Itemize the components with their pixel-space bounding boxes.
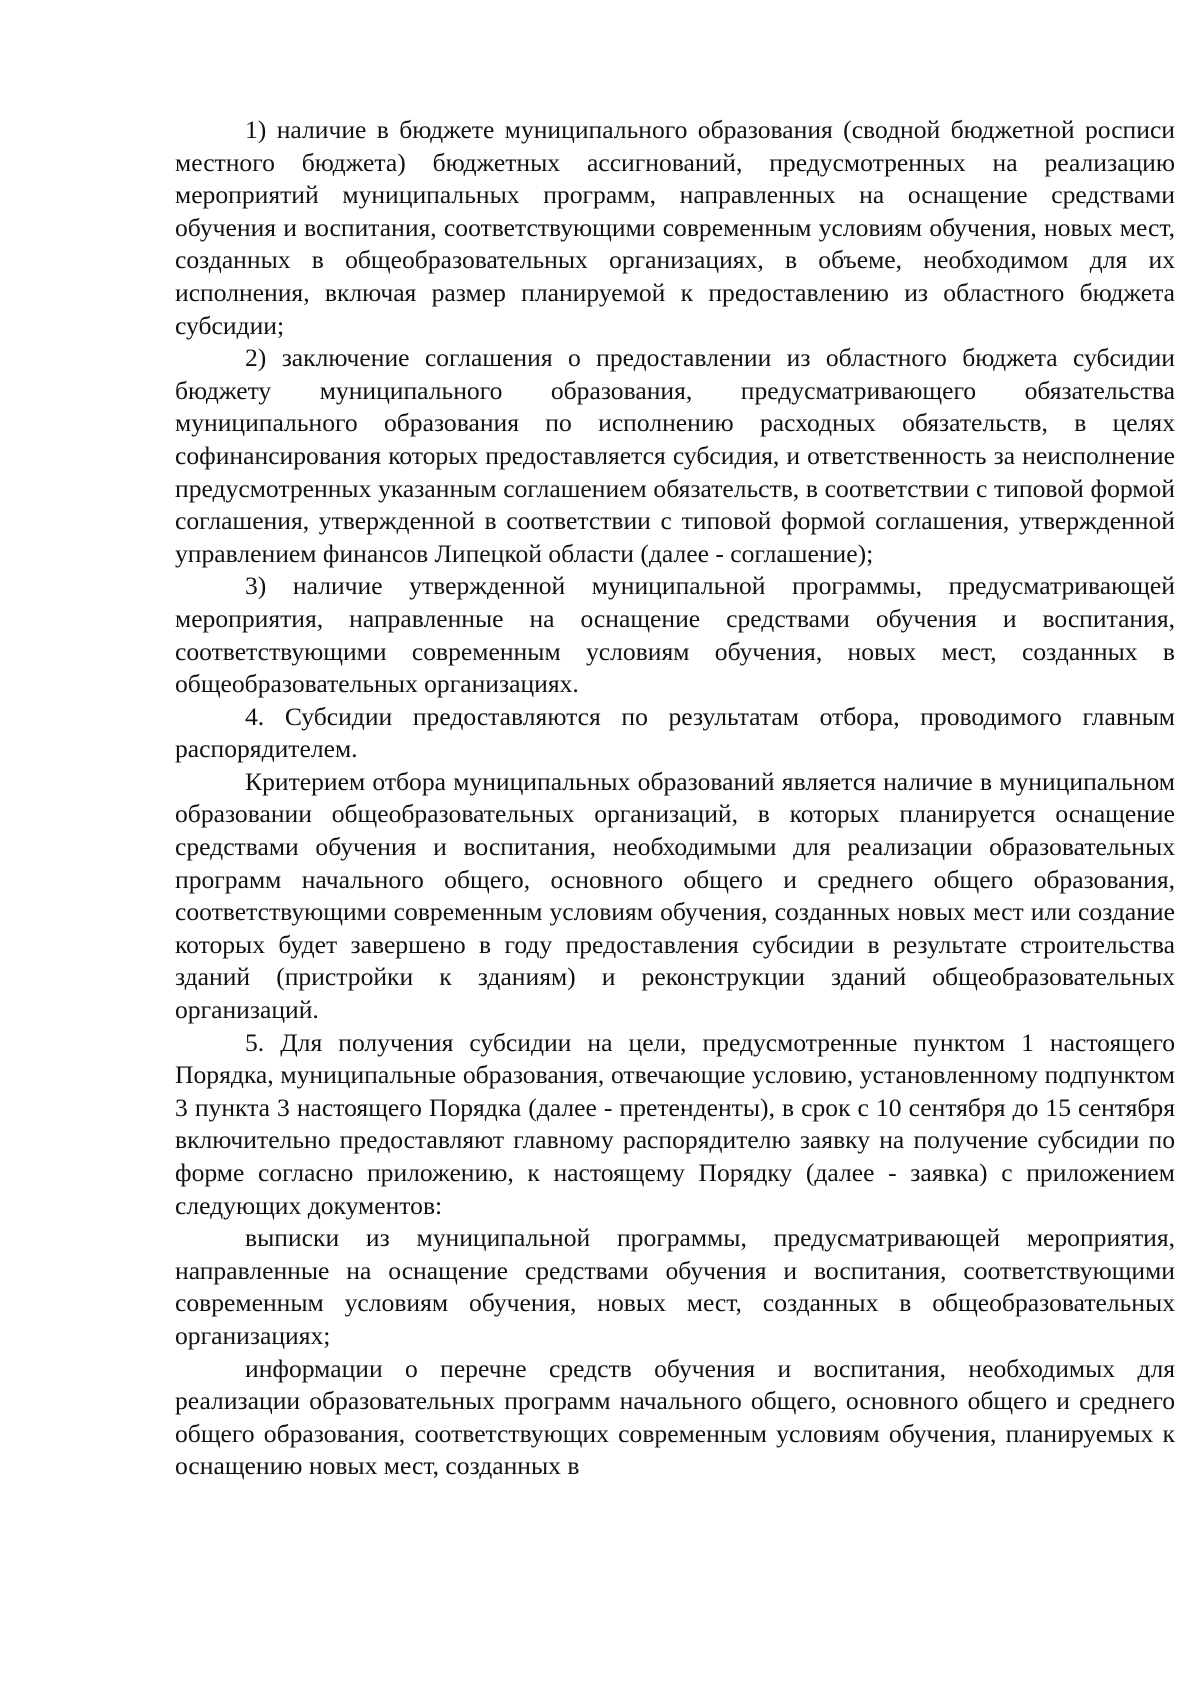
paragraph-point-5: 5. Для получения субсидии на цели, предусмотренные пунктом 1 настоящего Порядка, муниципальные образования, отвечающие условию, установленному подпунктом 3 пункта 3 настоящего Порядка (далее - претенденты), в срок с 10 сентября до 15 сентября включительно предоставляют главному распорядителю заявку на получение субсидии по форме согласно приложению, к настоящему Порядку (далее - заявка) с приложением следующих документов:: [175, 1027, 1175, 1220]
paragraph-program-extract: выписки из муниципальной программы, предусматривающей мероприятия, направленные на оснащение средствами обучения и воспитания, соответствующими современным условиям обучения, новых мест, созданных в общеобразовательных организациях;: [175, 1223, 1175, 1350]
document-page: [175, 114, 1175, 1483]
paragraph-item-2: 2) заключение соглашения о предоставлении из областного бюджета субсидии бюджету муниципального образования, предусматривающего обязательства муниципального образования по исполнению расходных обязательств, в целях софинансирования которых предоставляется субсидия, и ответственность за неисполнение предусмотренных указанным соглашением обязательств, в соответствии с типовой формой соглашения, утвержденной в соответствии с типовой формой соглашения, утвержденной управлением финансов Липецкой области (далее - соглашение);: [175, 343, 1175, 568]
paragraph-item-3: 3) наличие утвержденной муниципальной программы, предусматривающей мероприятия, направленные на оснащение средствами обучения и воспитания, соответствующими современным условиям обучения, новых мест, созданных в общеобразовательных организациях.: [175, 571, 1175, 699]
paragraph-point-4: 4. Субсидии предоставляются по результатам отбора, проводимого главным распорядителем.: [175, 701, 1175, 764]
paragraph-equipment-info: информации о перечне средств обучения и воспитания, необходимых для реализации образовательных программ начального общего, основного общего и среднего общего образования, соответствующих современным условиям обучения, планируемых к оснащению новых мест, созданных в: [175, 1353, 1175, 1481]
paragraph-item-1: 1) наличие в бюджете муниципального образования (сводной бюджетной росписи местного бюджета) бюджетных ассигнований, предусмотренных на реализацию мероприятий муниципальных программ, направленных на оснащение средствами обучения и воспитания, соответствующими современным условиям обучения, новых мест, созданных в общеобразовательных организациях, в объеме, необходимом для их исполнения, включая размер планируемой к предоставлению из областного бюджета субсидии;: [175, 115, 1175, 340]
paragraph-selection-criterion: Критерием отбора муниципальных образований является наличие в муниципальном образовании общеобразовательных организаций, в которых планируется оснащение средствами обучения и воспитания, необходимыми для реализации образовательных программ начального общего, основного общего и среднего общего образования, соответствующими современным условиям обучения, созданных новых мест или создание которых будет завершено в году предоставления субсидии в результате строительства зданий (пристройки к зданиям) и реконструкции зданий общеобразовательных организаций.: [175, 766, 1175, 1025]
